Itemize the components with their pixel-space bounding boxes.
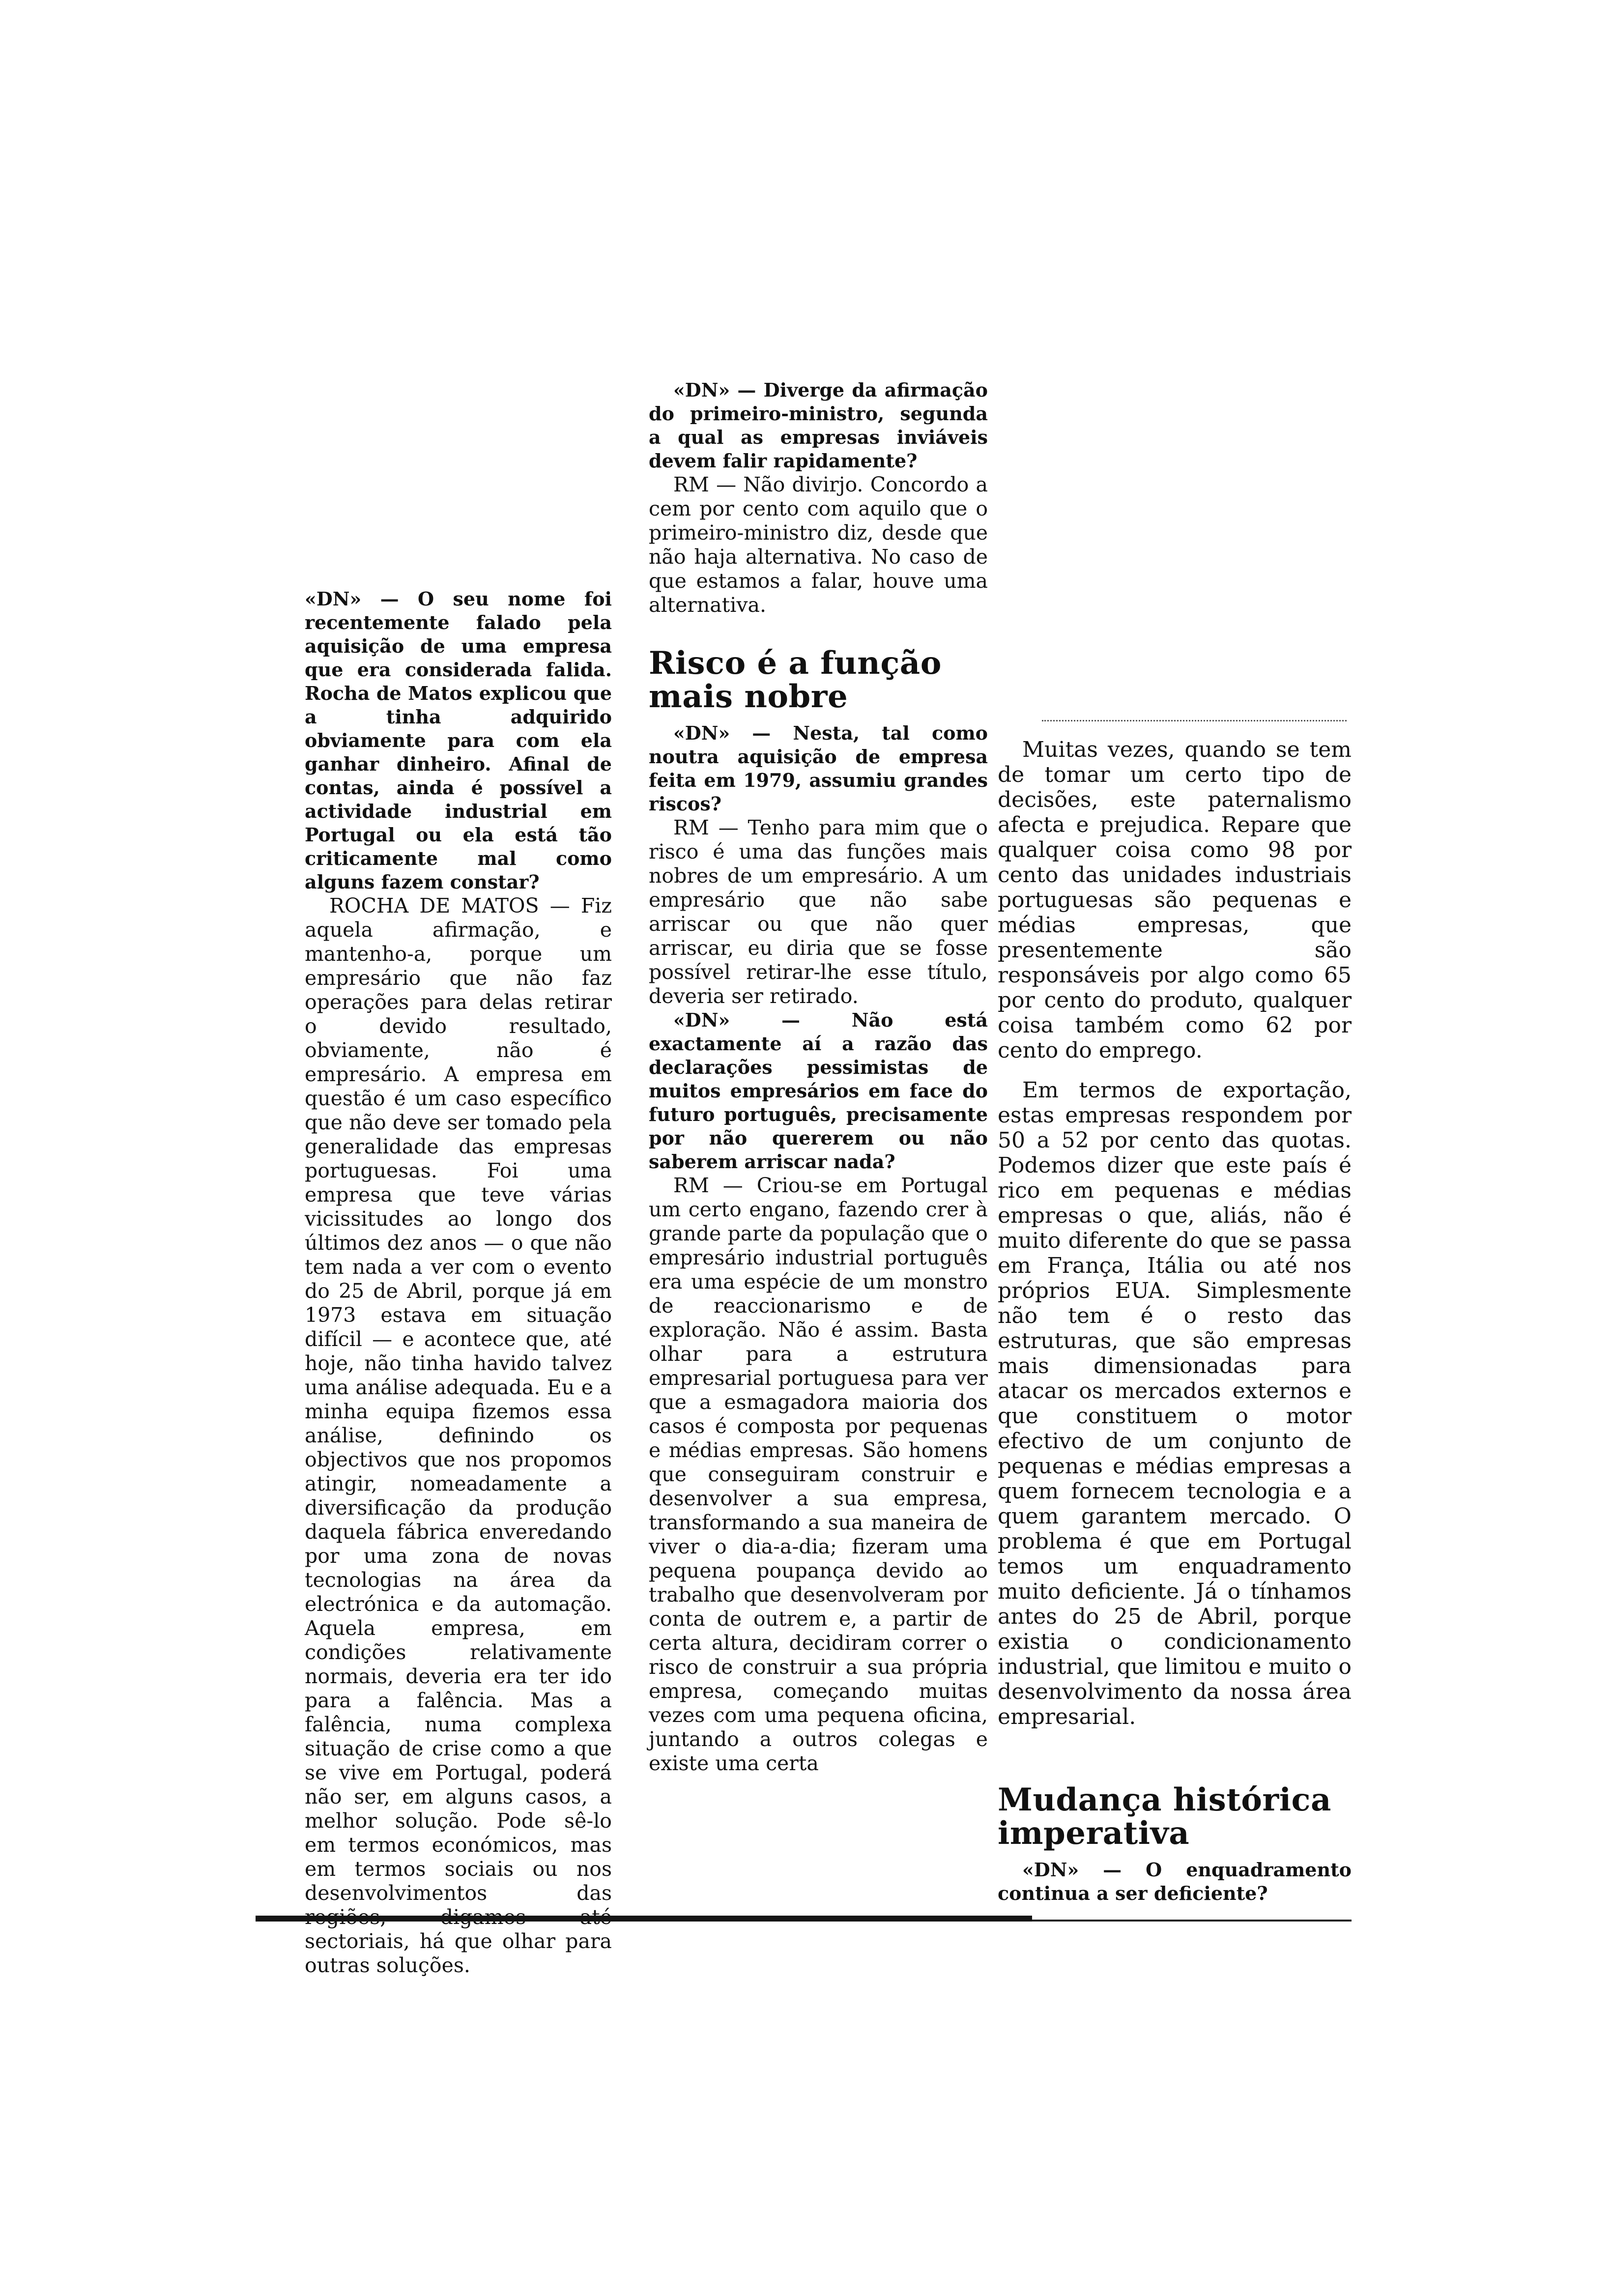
answer-paragraph: ROCHA DE MATOS — Fiz aquela afirmação, e mantenho-a, porque um empresário que não faz operações para delas retirar o devido resultado, obviamente, não é empresário. A empresa em questão é um caso específico que não deve ser tomado pela generalidade das empresas portuguesas. Foi uma empresa que teve várias vicissitudes ao longo dos últimos dez anos — o que não tem nada a ver com o evento do 25 de Abril, porque já em 1973 estava em situação difícil — e acontece que, até hoje, não tinha havido talvez uma análise adequada. Eu e a minha equipa fizemos essa análise, definindo os objectivos que nos propomos atingir, nomeadamente a diversificação da produção daquela fábrica enveredando por uma zona de novas tecnologias na área da electrónica e da automação. Aquela empresa, em condições relativamente normais, deveria era ter ido para a falência. Mas a falência, numa complexa situação de crise como a que se vive em Portugal, poderá não ser, em alguns casos, a melhor solução. Pode sê-lo em termos económicos, mas em termos sociais ou nos desenvolvimentos das sectoriais, há que olhar para outras soluções.	[305, 894, 612, 1977]
left-column	[305, 587, 612, 1978]
answer-paragraph: Em termos de exportação, estas empresas respondem por 50 a 52 por cento das quotas. Podemos dizer que este país é rico em pequenas e médias empresas o que, aliás, não é muito diferente do que se passa em França, Itália ou até nos próprios EUA. Simplesmente não tem é o resto das estruturas, que são empresas mais dimensionadas para atacar os mercados externos e que constituem o motor efectivo de um conjunto de pequenas e médias empresas a quem fornecem tecnologia e a quem garantem mercado. O problema é que em Portugal temos um enquadramento muito deficiente. Já o tínhamos antes do 25 de Abril, porque existia o condicionamento industrial, que limitou e muito o desenvolvimento da nossa área empresarial.	[998, 1078, 1352, 1729]
question-paragraph: «DN» — O seu nome foi recentemente falado pela aquisição de uma empresa que era considerada falida. Rocha de Matos explicou que a tinha adquirido obviamente para com ela ganhar dinheiro. Afinal de contas, ainda é possível a actividade industrial em Portugal ou ela está tão criticamente mal como alguns fazem constar?	[305, 588, 612, 893]
question-paragraph: «DN» — Nesta, tal como noutra aquisição de empresa feita em 1979, assumiu grandes riscos?	[649, 722, 988, 815]
section-headline: Mudança histórica imperativa	[998, 1781, 1331, 1852]
question-paragraph: «DN» — O enquadramento continua a ser deficiente?	[998, 1859, 1352, 1904]
question-paragraph: «DN» — Diverge da afirmação do primeiro-ministro, segunda a qual as empresas inviáveis devem falir rapidamente?	[649, 379, 988, 472]
bottom-rule-thin	[1032, 1920, 1352, 1922]
answer-paragraph: RM — Tenho para mim que o risco é uma das funções mais nobres de um empresário. A um empresário que não sabe arriscar ou que não quer arriscar, eu diria que se fosse possível retirar-lhe esse título, deveria ser retirado.	[649, 816, 988, 1008]
section-headline: Risco é a função mais nobre	[649, 645, 942, 715]
middle-column	[649, 378, 988, 1776]
answer-paragraph: RM — Criou-se em Portugal um certo engano, fazendo crer à grande parte da população que o empresário industrial português era uma espécie de um monstro de reaccionarismo e de exploração. Não é assim. Basta olhar para a estrutura empresarial portuguesa para ver que a esmagadora maioria dos casos é composta por pequenas e médias empresas. São homens que conseguiram construir e desenvolver a sua empresa, transformando a sua maneira de viver o dia-a-dia; fizeram uma pequena poupança devido ao trabalho que desenvolveram por conta de outrem e, a partir de certa altura, decidiram correr o risco de construir a sua própria empresa, começando muitas vezes com uma pequena oficina, juntando a outros colegas e existe uma certa	[649, 1174, 988, 1775]
bottom-rule-thick	[256, 1916, 1032, 1922]
print-speckle-divider	[1042, 720, 1347, 723]
right-column	[998, 737, 1352, 1905]
answer-paragraph: RM — Não divirjo. Concordo a cem por cento com aquilo que o primeiro-ministro diz, desde que não haja alternativa. No caso de que estamos a falar, houve uma alternativa.	[649, 473, 988, 617]
question-paragraph: «DN» — Não está exactamente aí a razão das declarações pessimistas de muitos empresários em face do futuro português, precisamente por não quererem ou não saberem arriscar nada?	[649, 1009, 988, 1173]
answer-paragraph: Muitas vezes, quando se tem de tomar um certo tipo de decisões, este paternalismo afecta e prejudica. Repare que qualquer coisa como 98 por cento das unidades industriais portuguesas são pequenas e médias empresas, que presentemente são responsáveis por algo como 65 por cento do produto, qualquer coisa também como 62 por cento do emprego.	[998, 737, 1352, 1063]
